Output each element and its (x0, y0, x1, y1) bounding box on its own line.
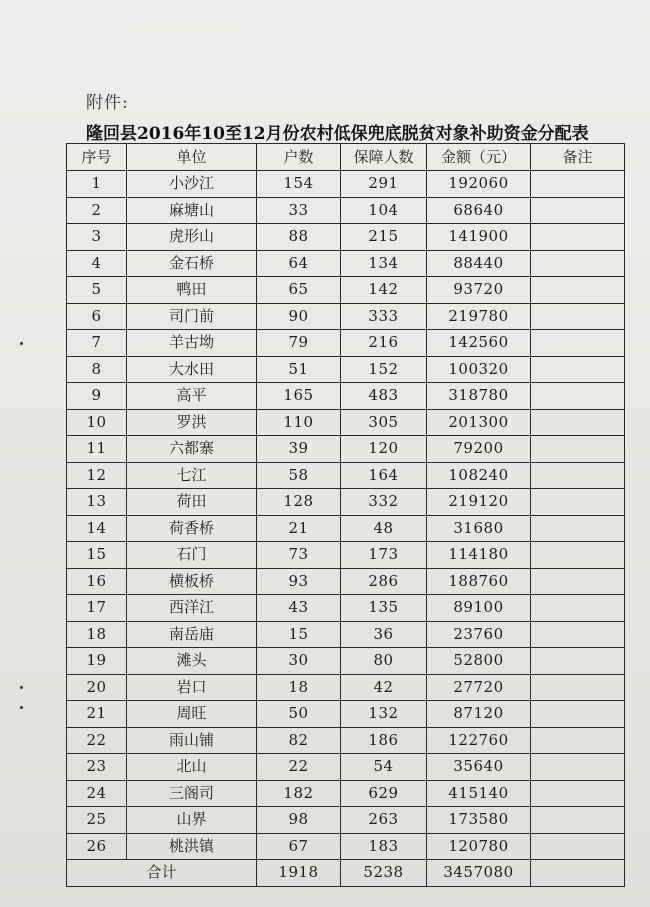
cell-no: 17 (67, 595, 127, 622)
cell-note (531, 462, 625, 489)
attachment-label: 附件: (86, 93, 129, 113)
cell-unit: 南岳庙 (127, 621, 257, 648)
table-row (67, 250, 625, 277)
cell-people: 173 (341, 542, 427, 569)
cell-unit: 罗洪 (127, 409, 257, 436)
cell-people: 286 (341, 568, 427, 595)
cell-note (531, 409, 625, 436)
cell-unit: 桃洪镇 (127, 833, 257, 860)
cell-people: 305 (341, 409, 427, 436)
cell-households: 50 (257, 701, 341, 728)
cell-households: 21 (257, 515, 341, 542)
cell-unit: 周旺 (127, 701, 257, 728)
cell-no: 13 (67, 489, 127, 516)
cell-no: 26 (67, 833, 127, 860)
cell-amount: 79200 (427, 436, 531, 463)
cell-households: 165 (257, 383, 341, 410)
cell-no: 22 (67, 727, 127, 754)
cell-amount: 141900 (427, 224, 531, 251)
table-row (67, 436, 625, 463)
table-row (67, 277, 625, 304)
cell-people: 104 (341, 197, 427, 224)
cell-note (531, 807, 625, 834)
cell-unit: 横板桥 (127, 568, 257, 595)
cell-unit: 荷田 (127, 489, 257, 516)
table-row (67, 621, 625, 648)
cell-households: 51 (257, 356, 341, 383)
cell-note (531, 780, 625, 807)
header-note: 备注 (531, 144, 625, 171)
cell-households: 33 (257, 197, 341, 224)
cell-households: 15 (257, 621, 341, 648)
cell-note (531, 754, 625, 781)
cell-amount: 173580 (427, 807, 531, 834)
table-row (67, 648, 625, 675)
table-row (67, 171, 625, 198)
cell-no: 12 (67, 462, 127, 489)
cell-no: 21 (67, 701, 127, 728)
document-title: 隆回县2016年10至12月份农村低保兜底脱贫对象补助资金分配表 (86, 124, 589, 144)
cell-people: 186 (341, 727, 427, 754)
table-body (67, 171, 625, 860)
cell-note (531, 701, 625, 728)
cell-note (531, 568, 625, 595)
cell-unit: 金石桥 (127, 250, 257, 277)
total-note (531, 860, 625, 887)
cell-amount: 219780 (427, 303, 531, 330)
table-row (67, 727, 625, 754)
table-row (67, 330, 625, 357)
cell-people: 132 (341, 701, 427, 728)
margin-mark (20, 706, 23, 709)
allocation-table (66, 143, 625, 887)
table-row (67, 489, 625, 516)
header-amount: 金额（元） (427, 144, 531, 171)
total-households: 1918 (257, 860, 341, 887)
cell-households: 182 (257, 780, 341, 807)
cell-people: 629 (341, 780, 427, 807)
cell-households: 65 (257, 277, 341, 304)
cell-unit: 荷香桥 (127, 515, 257, 542)
cell-no: 15 (67, 542, 127, 569)
cell-no: 10 (67, 409, 127, 436)
cell-note (531, 674, 625, 701)
cell-households: 154 (257, 171, 341, 198)
total-label: 合计 (67, 860, 257, 887)
cell-no: 25 (67, 807, 127, 834)
cell-amount: 201300 (427, 409, 531, 436)
cell-households: 88 (257, 224, 341, 251)
cell-people: 216 (341, 330, 427, 357)
table-row (67, 515, 625, 542)
cell-households: 67 (257, 833, 341, 860)
cell-unit: 鸭田 (127, 277, 257, 304)
cell-unit: 岩口 (127, 674, 257, 701)
cell-households: 90 (257, 303, 341, 330)
cell-households: 22 (257, 754, 341, 781)
cell-note (531, 436, 625, 463)
cell-people: 333 (341, 303, 427, 330)
cell-unit: 大水田 (127, 356, 257, 383)
cell-households: 43 (257, 595, 341, 622)
cell-amount: 31680 (427, 515, 531, 542)
cell-no: 24 (67, 780, 127, 807)
table-row (67, 383, 625, 410)
cell-no: 11 (67, 436, 127, 463)
cell-amount: 122760 (427, 727, 531, 754)
cell-no: 14 (67, 515, 127, 542)
cell-people: 134 (341, 250, 427, 277)
margin-mark (20, 686, 23, 689)
table-row (67, 303, 625, 330)
cell-note (531, 224, 625, 251)
cell-people: 215 (341, 224, 427, 251)
cell-people: 120 (341, 436, 427, 463)
cell-unit: 小沙江 (127, 171, 257, 198)
cell-households: 39 (257, 436, 341, 463)
cell-amount: 142560 (427, 330, 531, 357)
cell-households: 93 (257, 568, 341, 595)
cell-amount: 93720 (427, 277, 531, 304)
cell-amount: 87120 (427, 701, 531, 728)
cell-note (531, 833, 625, 860)
cell-households: 110 (257, 409, 341, 436)
cell-households: 82 (257, 727, 341, 754)
table-row (67, 197, 625, 224)
table-row (67, 833, 625, 860)
cell-amount: 68640 (427, 197, 531, 224)
cell-unit: 司门前 (127, 303, 257, 330)
cell-note (531, 489, 625, 516)
total-row (67, 860, 625, 887)
cell-households: 79 (257, 330, 341, 357)
cell-note (531, 595, 625, 622)
cell-unit: 北山 (127, 754, 257, 781)
cell-amount: 192060 (427, 171, 531, 198)
cell-unit: 高平 (127, 383, 257, 410)
cell-people: 152 (341, 356, 427, 383)
cell-note (531, 197, 625, 224)
total-people: 5238 (341, 860, 427, 887)
cell-households: 64 (257, 250, 341, 277)
cell-people: 263 (341, 807, 427, 834)
cell-no: 20 (67, 674, 127, 701)
cell-amount: 120780 (427, 833, 531, 860)
table-row (67, 568, 625, 595)
margin-mark (20, 342, 23, 345)
cell-no: 18 (67, 621, 127, 648)
cell-households: 73 (257, 542, 341, 569)
cell-note (531, 542, 625, 569)
header-households: 户数 (257, 144, 341, 171)
cell-households: 58 (257, 462, 341, 489)
cell-unit: 六都寨 (127, 436, 257, 463)
cell-people: 80 (341, 648, 427, 675)
cell-no: 4 (67, 250, 127, 277)
cell-note (531, 383, 625, 410)
cell-unit: 石门 (127, 542, 257, 569)
cell-people: 142 (341, 277, 427, 304)
cell-households: 18 (257, 674, 341, 701)
cell-no: 2 (67, 197, 127, 224)
cell-amount: 23760 (427, 621, 531, 648)
cell-note (531, 277, 625, 304)
cell-no: 19 (67, 648, 127, 675)
table-row (67, 542, 625, 569)
cell-households: 30 (257, 648, 341, 675)
cell-note (531, 515, 625, 542)
table-row (67, 674, 625, 701)
header-unit: 单位 (127, 144, 257, 171)
cell-no: 9 (67, 383, 127, 410)
table-row (67, 595, 625, 622)
cell-unit: 山界 (127, 807, 257, 834)
cell-no: 5 (67, 277, 127, 304)
cell-people: 135 (341, 595, 427, 622)
cell-amount: 219120 (427, 489, 531, 516)
cell-amount: 114180 (427, 542, 531, 569)
cell-people: 332 (341, 489, 427, 516)
cell-amount: 188760 (427, 568, 531, 595)
cell-no: 3 (67, 224, 127, 251)
cell-note (531, 648, 625, 675)
cell-no: 7 (67, 330, 127, 357)
cell-households: 128 (257, 489, 341, 516)
table-row (67, 356, 625, 383)
table-row (67, 409, 625, 436)
cell-people: 36 (341, 621, 427, 648)
cell-people: 483 (341, 383, 427, 410)
cell-households: 98 (257, 807, 341, 834)
cell-unit: 七江 (127, 462, 257, 489)
cell-unit: 麻塘山 (127, 197, 257, 224)
cell-amount: 89100 (427, 595, 531, 622)
cell-note (531, 727, 625, 754)
header-people: 保障人数 (341, 144, 427, 171)
cell-note (531, 171, 625, 198)
cell-amount: 52800 (427, 648, 531, 675)
table-row (67, 807, 625, 834)
cell-people: 42 (341, 674, 427, 701)
cell-note (531, 303, 625, 330)
cell-note (531, 330, 625, 357)
cell-unit: 雨山铺 (127, 727, 257, 754)
cell-note (531, 621, 625, 648)
table-row (67, 224, 625, 251)
table-row (67, 701, 625, 728)
cell-no: 8 (67, 356, 127, 383)
cell-amount: 100320 (427, 356, 531, 383)
cell-people: 183 (341, 833, 427, 860)
table-header-row (67, 144, 625, 171)
cell-amount: 318780 (427, 383, 531, 410)
table-row (67, 780, 625, 807)
cell-no: 23 (67, 754, 127, 781)
cell-unit: 虎形山 (127, 224, 257, 251)
table-row (67, 754, 625, 781)
cell-note (531, 356, 625, 383)
cell-amount: 88440 (427, 250, 531, 277)
cell-unit: 羊古坳 (127, 330, 257, 357)
cell-amount: 415140 (427, 780, 531, 807)
cell-no: 1 (67, 171, 127, 198)
cell-unit: 西洋江 (127, 595, 257, 622)
cell-people: 48 (341, 515, 427, 542)
cell-no: 6 (67, 303, 127, 330)
cell-people: 164 (341, 462, 427, 489)
cell-amount: 27720 (427, 674, 531, 701)
cell-unit: 三阁司 (127, 780, 257, 807)
cell-people: 291 (341, 171, 427, 198)
cell-unit: 滩头 (127, 648, 257, 675)
cell-note (531, 250, 625, 277)
cell-amount: 108240 (427, 462, 531, 489)
table-row (67, 462, 625, 489)
cell-no: 16 (67, 568, 127, 595)
header-no: 序号 (67, 144, 127, 171)
cell-amount: 35640 (427, 754, 531, 781)
total-amount: 3457080 (427, 860, 531, 887)
cell-people: 54 (341, 754, 427, 781)
